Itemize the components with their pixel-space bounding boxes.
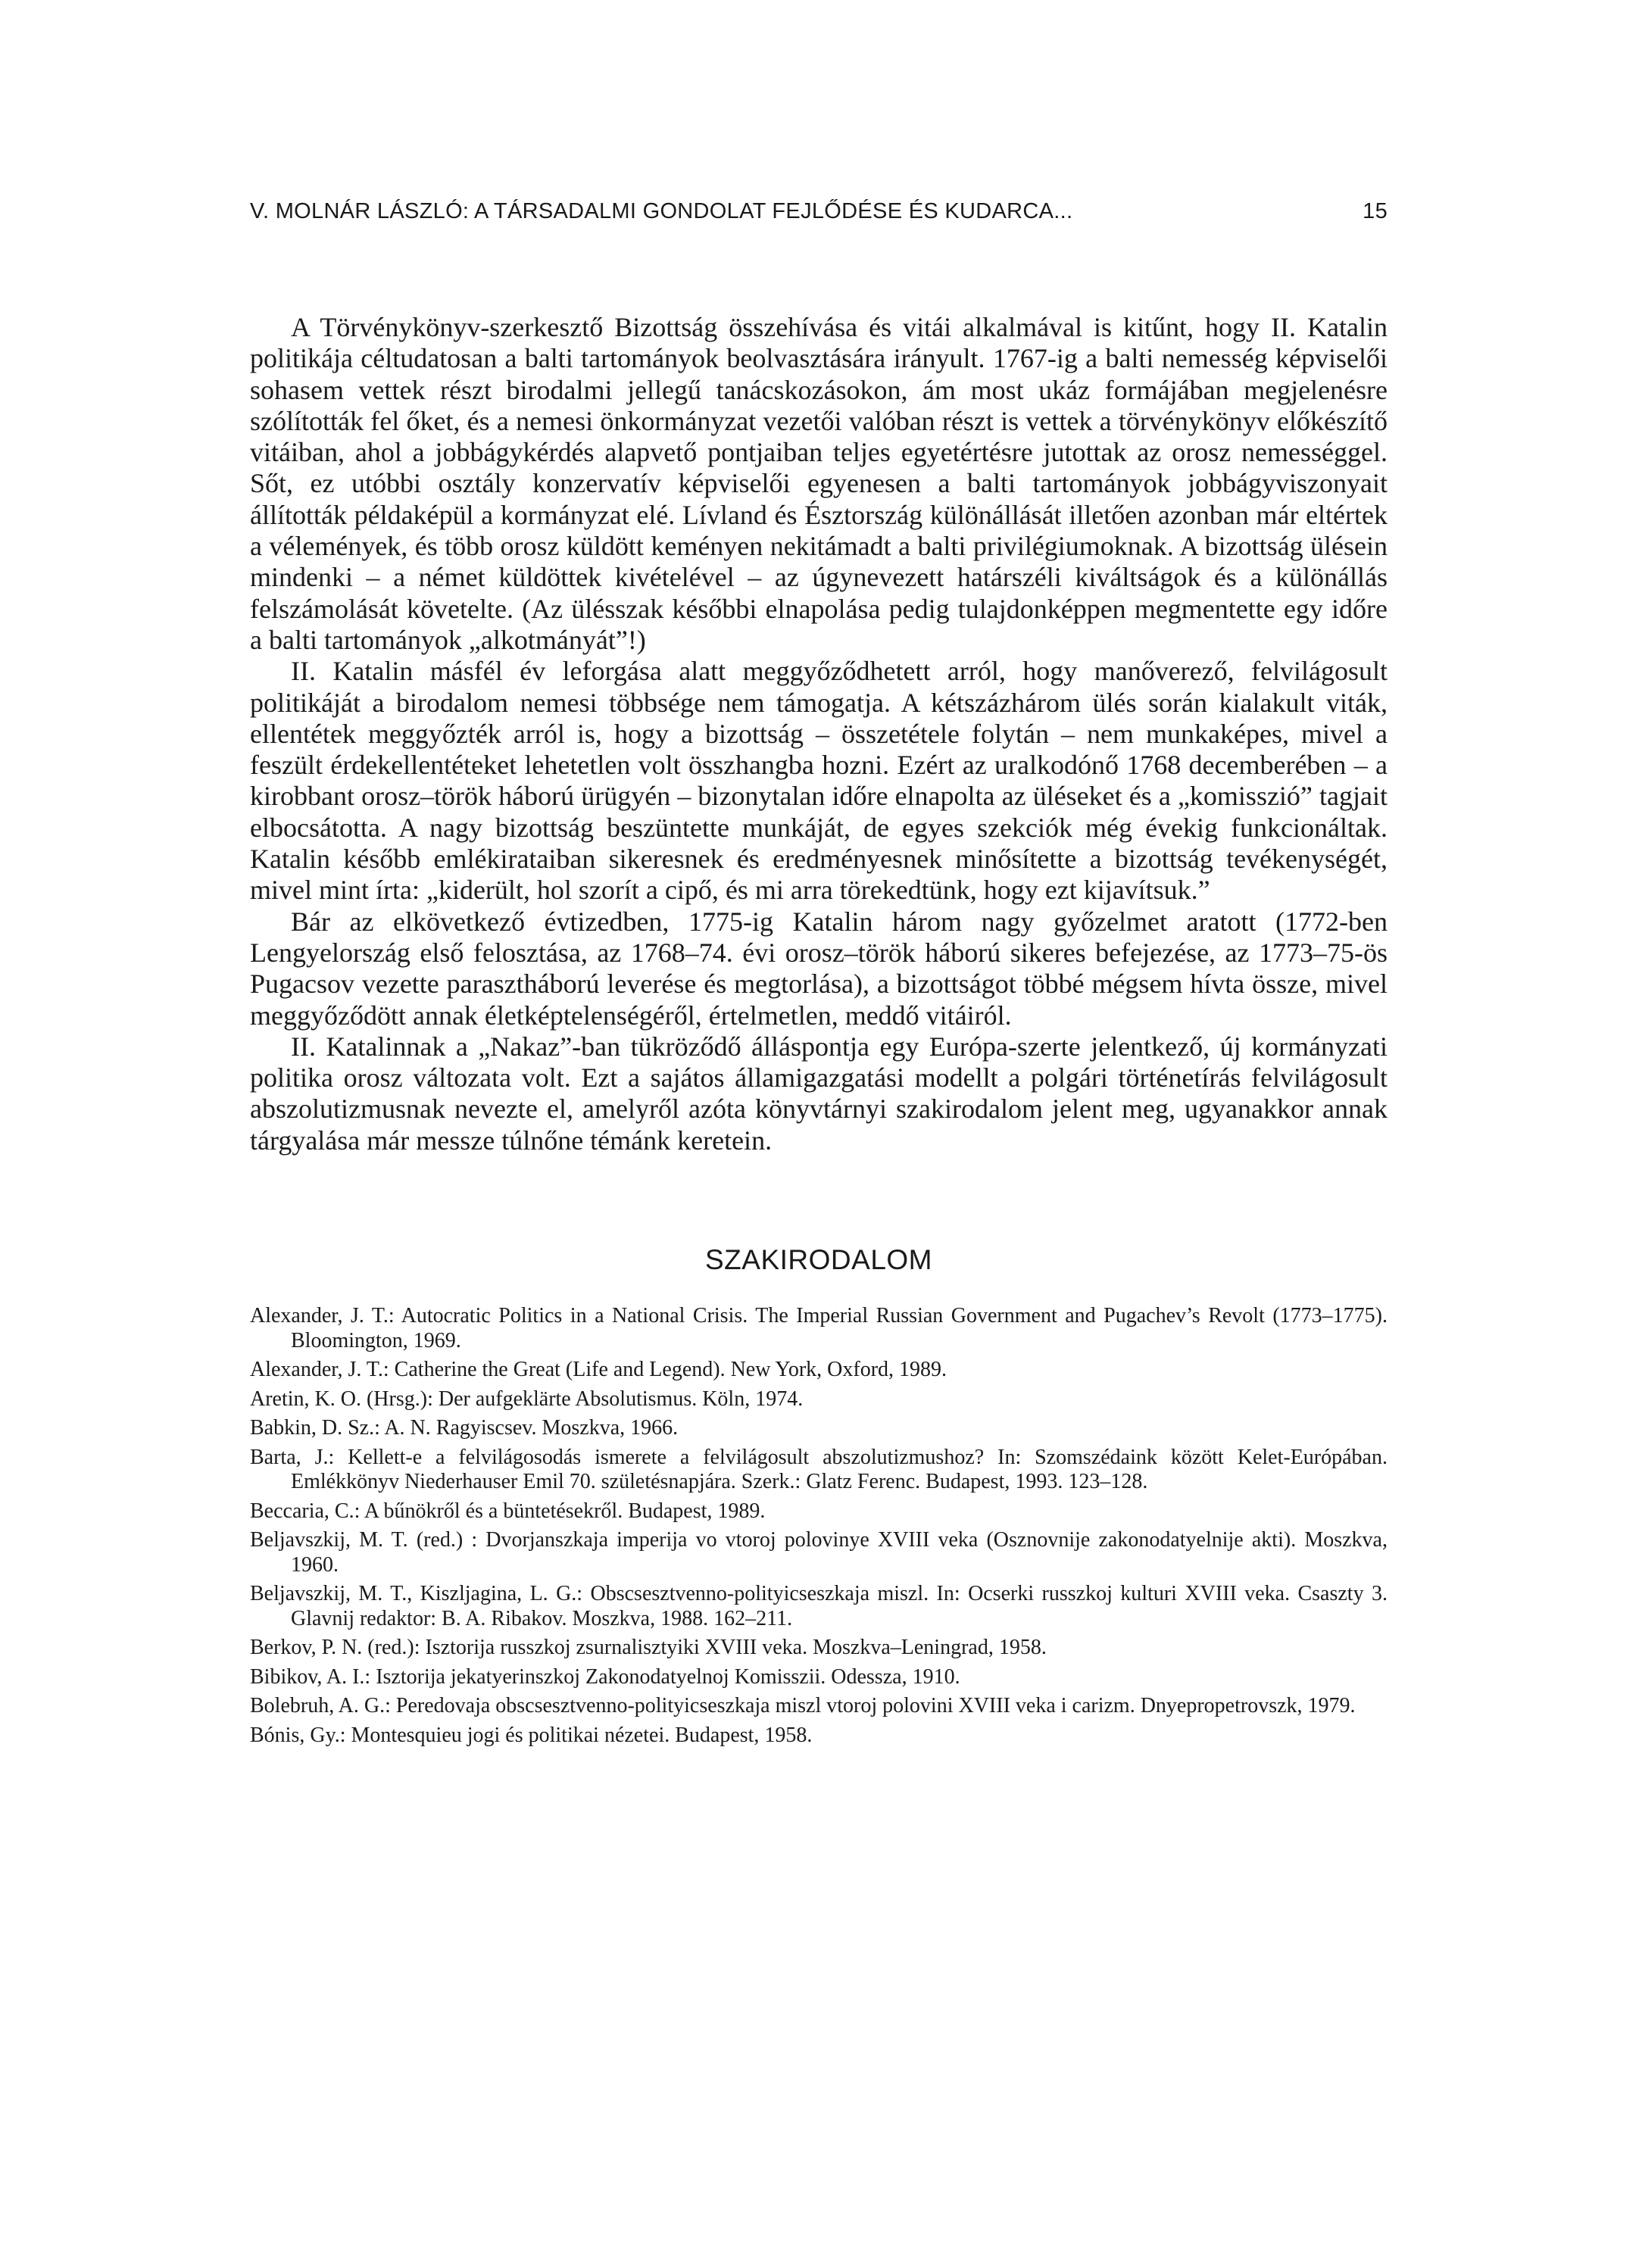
bibliography-entry: Babkin, D. Sz.: A. N. Ragyiscsev. Moszkva, 1966.: [250, 1416, 679, 1440]
page-number: 15: [1363, 199, 1388, 223]
bibliography-list: [250, 1304, 1388, 1748]
paragraph: A Törvénykönyv-szerkesztő Bizottság összehívása és vitái alkalmával is kitűnt, hogy II. Katalin politikája céltudatosan a balti tartományok beolvasztására irányult. 1767-ig a balti nemesség képviselői sohasem vettek részt birodalmi jellegű tanácskozásokon, ám most ukáz formájában megjelenésre szólították fel őket, és a nemesi önkormányzat vezetői valóban részt is vettek a törvénykönyv előkészítő vitáiban, ahol a jobbágykérdés alapvető pontjaiban teljes egyetértésre jutottak az orosz nemességgel. Sőt, ez utóbbi osztály konzervatív képviselői egyenesen a balti tartományok jobbágyviszonyait állították példaképül a kormányzat elé. Lívland és Észtország különállását illetően azonban már eltértek a vélemények, és több orosz küldött keményen nekitámadt a balti privilégiumoknak. A bizottság ülésein mindenki – a német küldöttek kivételével – az úgynevezett határszéli kiváltságok és a különállás felszámolását követelte. (Az ülésszak későbbi elnapolása pedig tulajdonképpen megmentette egy időre a balti tartományok „alkotmányát”!): [250, 312, 1388, 655]
running-title: V. MOLNÁR LÁSZLÓ: A TÁRSADALMI GONDOLAT FEJLŐDÉSE ÉS KUDARCA...: [250, 199, 1073, 223]
paragraph: II. Katalinnak a „Nakaz”-ban tükröződő álláspontja egy Európa-szerte jelentkező, új kormányzati politika orosz változata volt. Ezt a sajátos államigazgatási modellt a polgári történetírás felvilágosult abszolutizmusnak nevezte el, amelyről azóta könyvtárnyi szakirodalom jelent meg, ugyanakkor annak tárgyalása már messze túlnőne témánk keretein.: [250, 1031, 1388, 1156]
bibliography-entry: Bolebruh, A. G.: Peredovaja obscsesztvenno-polityicseszkaja miszl vtoroj polovini XVIII veka i carizm. Dnyepropetrovszk, 1979.: [250, 1694, 1356, 1718]
paragraph: Bár az elkövetkező évtizedben, 1775-ig Katalin három nagy győzelmet aratott (1772-ben Lengyelország első felosztása, az 1768–74. évi orosz–török háború sikeres befejezése, az 1773–75-ös Pugacsov vezette parasztháború leverése és megtorlása), a bizottságot többé mégsem hívta össze, mivel meggyőződött annak életképtelenségéről, értelmetlen, meddő vitáiról.: [250, 906, 1388, 1031]
bibliography-entry: Aretin, K. O. (Hrsg.): Der aufgeklärte Absolutismus. Köln, 1974.: [250, 1387, 804, 1411]
bibliography-entry: Alexander, J. T.: Catherine the Great (Life and Legend). New York, Oxford, 1989.: [250, 1358, 947, 1382]
bibliography-heading: SZAKIRODALOM: [705, 1244, 932, 1276]
bibliography-entry: Alexander, J. T.: Autocratic Politics in a National Crisis. The Imperial Russian Government and Pugachev’s Revolt (1773–1775). Bloomington, 1969.: [250, 1304, 1388, 1352]
bibliography-entry: Berkov, P. N. (red.): Isztorija russzkoj zsurnalisztyiki XVIII veka. Moszkva–Leningrad, 1958.: [250, 1636, 1047, 1660]
bibliography-entry: Bibikov, A. I.: Isztorija jekatyerinszkoj Zakonodatyelnoj Komisszii. Odessza, 1910.: [250, 1664, 960, 1689]
bibliography-entry: Bónis, Gy.: Montesquieu jogi és politikai nézetei. Budapest, 1958.: [250, 1723, 813, 1747]
running-header: [250, 201, 1388, 223]
book-page: [250, 201, 1388, 1752]
bibliography-entry: Beljavszkij, M. T., Kiszljagina, L. G.: Obscsesztvenno-polityicseszkaja miszl. In: Ocserki russzkoj kulturi XVIII veka. Csaszty 3. Glavnij redaktor: B. A. Ribakov. Moszkva, 1988. 162–211.: [250, 1582, 1388, 1630]
main-text: [250, 312, 1388, 1156]
bibliography-entry: Barta, J.: Kellett-e a felvilágosodás ismerete a felvilágosult abszolutizmushoz? In: Szomszédaink között Kelet-Európában. Emlékkönyv Niederhauser Emil 70. születésnapjára. Szerk.: Glatz Ferenc. Budapest, 1993. 123–128.: [250, 1445, 1388, 1494]
paragraph: II. Katalin másfél év leforgása alatt meggyőződhetett arról, hogy manőverező, felvilágosult politikáját a birodalom nemesi többsége nem támogatja. A kétszázhárom ülés során kialakult viták, ellentétek meggyőzték arról is, hogy a bizottság – összetétele folytán – nem munkaképes, mivel a feszült érdekellentéteket lehetetlen volt összhangba hozni. Ezért az uralkodónő 1768 decemberében – a kirobbant orosz–török háború ürügyén – bizonytalan időre elnapolta az üléseket és a „komisszió” tagjait elbocsátotta. A nagy bizottság beszüntette munkáját, de egyes szekciók még évekig funkcionáltak. Katalin később emlékirataiban sikeresnek és eredményesnek minősítette a bizottság tevékenységét, mivel mint írta: „kiderült, hol szorít a cipő, és mi arra törekedtünk, hogy ezt kijavítsuk.”: [250, 656, 1388, 906]
bibliography-entry: Beljavszkij, M. T. (red.) : Dvorjanszkaja imperija vo vtoroj polovinye XVIII veka (Osznovnije zakonodatyelnije akti). Moszkva, 1960.: [250, 1528, 1388, 1577]
bibliography-entry: Beccaria, C.: A bűnökről és a büntetésekről. Budapest, 1989.: [250, 1499, 766, 1523]
